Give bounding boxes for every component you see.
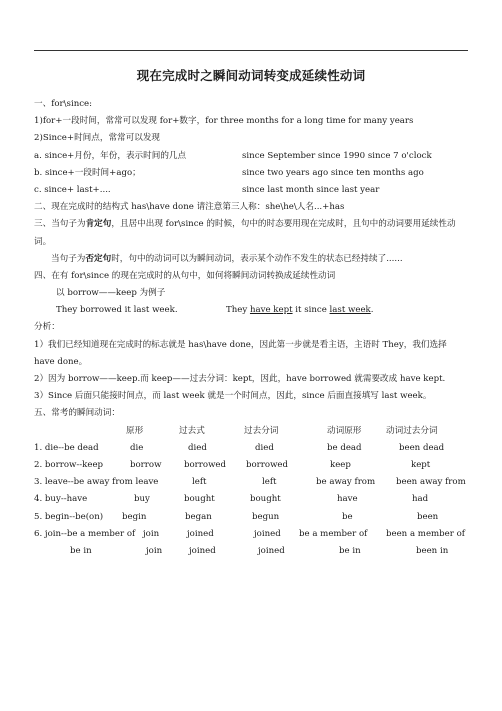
cell-new-pp: been dead (399, 442, 445, 453)
cell-pair: 5. begin--be(on) (34, 511, 104, 522)
cell-pair: 2. borrow--keep (34, 460, 104, 470)
since-rule-a-examples: since September since 1990 since 7 o'clock (242, 150, 432, 161)
since-rule-c-examples: since last month since last year (242, 184, 380, 195)
section-2-line: 二、现在完成时的结构式 has\have done 请注意第三人称：she\he\人名...+has (34, 202, 345, 213)
cell-past: joined (189, 545, 216, 556)
cell-new-pp: been in (416, 545, 449, 556)
cell-pp: left (262, 477, 277, 488)
analysis-point-3: 3）Since 后面只能接时间点，而 last week 就是一个时间点，因此，since 后面直接填写 last week。 (34, 391, 432, 402)
s2-mid: it since (292, 305, 330, 316)
example-sentences (34, 302, 470, 319)
cell-past: left (192, 477, 207, 488)
cell-pp: joined (258, 545, 285, 556)
cell-past: died (188, 442, 207, 453)
section-3-bold: 肯定句 (85, 219, 112, 230)
table-row (34, 509, 470, 526)
section-3-paragraph (34, 216, 470, 250)
negative-note (34, 251, 470, 268)
cell-pp: joined (254, 528, 281, 539)
cell-new-base: be in (339, 545, 361, 556)
example-sentence-1: They borrowed it last week. (56, 305, 178, 316)
negative-bold: 否定句 (85, 253, 112, 264)
section-5-heading: 五、常考的瞬间动词： (34, 408, 120, 419)
header-base-form: 原形 (126, 425, 144, 436)
cell-base: begin (122, 511, 147, 522)
cell-pair: 4. buy--have (34, 494, 88, 505)
since-rule-b-examples: since two years ago since ten months ago (242, 167, 424, 178)
cell-past: bought (184, 494, 215, 505)
cell-pair: 3. leave--be away from leave (34, 477, 159, 488)
header-verb-past-participle: 动词过去分词 (386, 425, 438, 436)
header-past-participle: 过去分词 (244, 425, 279, 436)
cell-new-base: have (337, 494, 358, 505)
cell-new-base: keep (330, 460, 351, 470)
since-rule-c (34, 182, 470, 199)
cell-base: join (146, 545, 163, 556)
cell-new-base: be away from (316, 477, 376, 488)
cell-base: buy (134, 494, 150, 505)
cell-past: began (185, 511, 212, 522)
cell-new-pp: kept (411, 460, 431, 470)
s2-underline-1: have kept (249, 305, 293, 316)
table-row (34, 526, 470, 543)
section-3-post: ，且居中出现 for\since 的时候，句中的时态要用现在完成时，且句中的动词要用延续性动词。 (34, 219, 456, 247)
table-row (34, 491, 470, 508)
s2-end: . (370, 305, 374, 316)
cell-new-pp: been away from (396, 477, 466, 488)
page-title: 现在完成时之瞬间动词转变成延续性动词 (136, 68, 366, 83)
cell-pair: 1. die--be dead (34, 442, 99, 453)
cell-pp: died (255, 442, 274, 453)
example-sentence-2 (226, 302, 373, 319)
cell-new-pp: been (417, 511, 439, 522)
cell-past: joined (187, 528, 214, 539)
cell-new-base: be (342, 511, 353, 522)
since-rule-b-text: b. since+一段时间+ago； (34, 167, 141, 178)
table-row (34, 543, 470, 560)
since-rule-b (34, 165, 470, 182)
analysis-point-2: 2）因为 borrow——keep.而 keep——过去分词：kept，因此，have borrowed 就需要改成 have kept. (34, 374, 446, 385)
negative-post: 时，句中的动词可以为瞬间动词，表示某个动作不发生的状态已经持续了...... (111, 253, 403, 264)
header-past: 过去式 (179, 425, 205, 436)
cell-new-pp: had (412, 494, 429, 505)
s2-underline-2: last week (329, 305, 371, 316)
cell-past: borrowed (184, 460, 227, 470)
since-rule-c-text: c. since+ last+.... (34, 184, 111, 195)
since-rule-a (34, 148, 470, 165)
document-body (34, 96, 470, 560)
table-row (34, 457, 470, 474)
cell-new-base: be a member of (299, 528, 368, 539)
since-rule-a-text: a. since+月份，年份，表示时间的几点 (34, 150, 187, 161)
cell-pair: 6. join--be a member of (34, 528, 136, 539)
cell-pp: bought (250, 494, 281, 505)
analysis-point-1: 1）我们已经知道现在完成时的标志就是 has\have done，因此第一步就是看主语，主语时 They，我们选择 have done。 (34, 339, 447, 367)
cell-base: borrow (130, 460, 162, 470)
table-row (34, 474, 470, 491)
analysis-heading: 分析： (34, 322, 60, 333)
cell-pp: begun (252, 511, 280, 522)
s2-pre: They (226, 305, 250, 316)
section-4-heading: 四、在有 for\since 的现在完成时的从句中，如何将瞬间动词转换成延续性动词 (34, 270, 336, 281)
cell-new-pp: been a member of (386, 528, 465, 539)
section-3-pre: 三、当句子为 (34, 219, 86, 230)
cell-base: die (130, 442, 144, 453)
for-rule-line: 1)for+一段时间，常常可以发现 for+数字，for three months for a long time for many years (34, 116, 414, 127)
negative-pre: 当句子为 (51, 253, 86, 264)
cell-pp: borrowed (246, 460, 289, 470)
top-rule (34, 50, 468, 51)
example-intro: 以 borrow——keep 为例子 (56, 288, 166, 299)
cell-new-base: be dead (327, 442, 362, 453)
since-rule-line: 2)Since+时间点，常常可以发现 (34, 133, 161, 144)
section-1-heading: 一、for\since: (34, 99, 93, 109)
cell-base: join (143, 528, 160, 539)
verb-table-header (34, 423, 470, 440)
cell-pair: be in (70, 545, 92, 556)
table-row (34, 440, 470, 457)
header-verb-base: 动词原形 (327, 425, 362, 436)
